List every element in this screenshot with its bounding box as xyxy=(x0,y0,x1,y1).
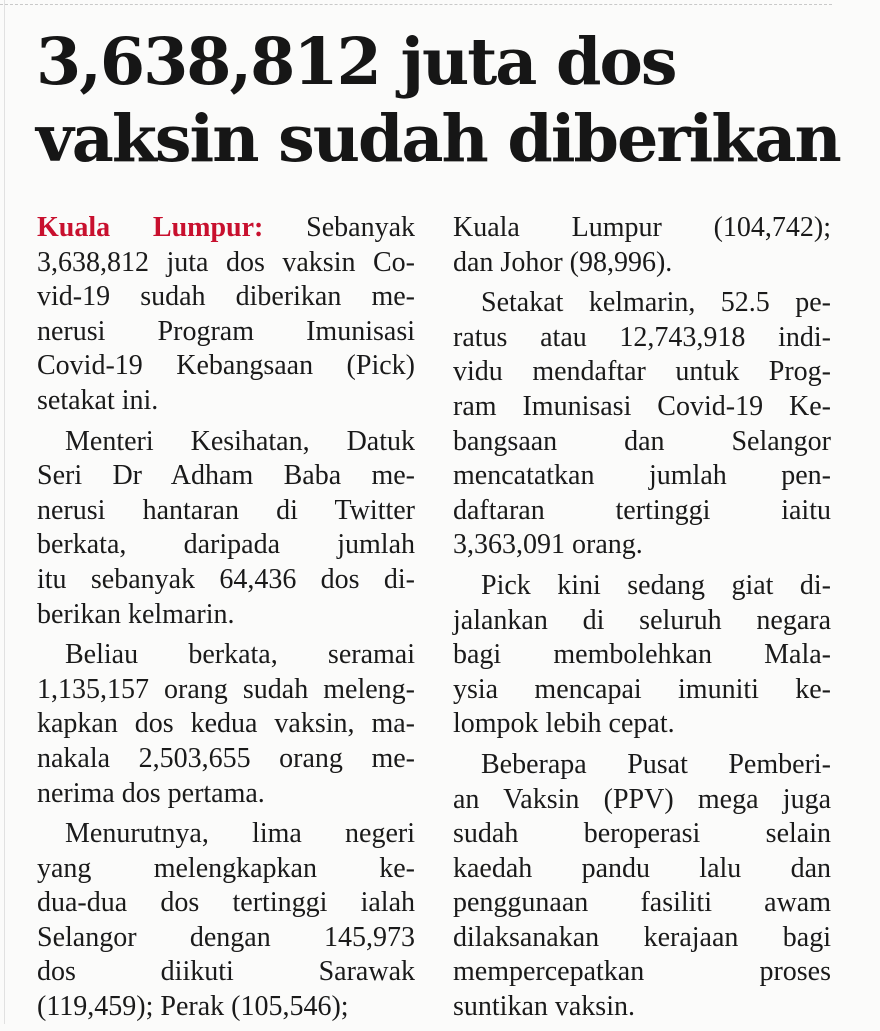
article-line: nerusi hantaran di Twitter xyxy=(37,494,415,526)
article-line: jalankan di seluruh negara xyxy=(453,604,831,636)
article-line: Beliau berkata, seramai xyxy=(65,639,415,671)
article-line xyxy=(37,211,415,246)
article-line: 3,363,091 orang. xyxy=(453,529,643,561)
article-line: Seri Dr Adham Baba me- xyxy=(37,460,415,492)
article-line: nerima dos pertama. xyxy=(37,777,265,809)
article-line: dua-dua dos tertinggi ialah xyxy=(37,887,415,919)
article-line: Menteri Kesihatan, Datuk xyxy=(65,425,415,457)
article-line: ram Imunisasi Covid-19 Ke- xyxy=(453,390,831,422)
article-line: penggunaan fasiliti awam xyxy=(453,887,831,919)
article-line: Covid-19 Kebangsaan (Pick) xyxy=(37,350,415,382)
headline-line-2: vaksin sudah diberikan xyxy=(36,101,840,177)
article-line: kaedah pandu lalu dan xyxy=(453,852,831,884)
headline xyxy=(36,24,840,178)
article-line: Selangor dengan 145,973 xyxy=(37,921,415,953)
article-text: Sebanyak xyxy=(306,212,415,243)
article-line: vid-19 sudah diberikan me- xyxy=(37,281,415,313)
article-paragraph xyxy=(37,211,415,419)
article-column-right xyxy=(453,211,831,1031)
article-line: Menurutnya, lima negeri xyxy=(65,818,415,850)
article-line: nakala 2,503,655 orang me- xyxy=(37,742,415,774)
article-line: dan Johor (98,996). xyxy=(453,246,673,278)
article-line: nerusi Program Imunisasi xyxy=(37,315,415,347)
article-line: bangsaan dan Selangor xyxy=(453,425,831,457)
article-line: berikan kelmarin. xyxy=(37,598,235,630)
article-paragraph xyxy=(37,817,415,1025)
article-column-left xyxy=(37,211,415,1031)
article-line: 3,638,812 juta dos vaksin Co- xyxy=(37,246,415,278)
article-line: 1,135,157 orang sudah meleng- xyxy=(37,673,415,705)
article-line: ratus atau 12,743,918 indi- xyxy=(453,321,831,353)
article-line: ysia mencapai imuniti ke- xyxy=(453,673,831,705)
article-paragraph xyxy=(453,286,831,563)
article-line: lompok lebih cepat. xyxy=(453,708,675,740)
top-divider xyxy=(0,4,832,6)
article-line: an Vaksin (PPV) mega juga xyxy=(453,783,831,815)
article-line: itu sebanyak 64,436 dos di- xyxy=(37,563,415,595)
article-line: mempercepatkan proses xyxy=(453,956,831,988)
article-line: suntikan vaksin. xyxy=(453,991,635,1023)
article-paragraph xyxy=(453,569,831,742)
article-line: (119,459); Perak (105,546); xyxy=(37,991,349,1023)
article-line: Pick kini sedang giat di- xyxy=(481,569,831,601)
article-line: daftaran tertinggi iaitu xyxy=(453,494,831,526)
headline-line-1: 3,638,812 juta dos xyxy=(36,24,676,100)
article-line: Beberapa Pusat Pemberi- xyxy=(481,748,831,780)
article-line: yang melengkapkan ke- xyxy=(37,852,415,884)
left-divider xyxy=(4,0,5,1024)
article-paragraph xyxy=(37,638,415,811)
article-line: dilaksanakan kerajaan bagi xyxy=(453,921,831,953)
article-line: setakat ini. xyxy=(37,384,159,416)
article-line: mencatatkan jumlah pen- xyxy=(453,460,831,492)
article-line: bagi membolehkan Mala- xyxy=(453,639,831,671)
article-paragraph xyxy=(453,211,831,280)
article-line: sudah beroperasi selain xyxy=(453,818,831,850)
article-line: Setakat kelmarin, 52.5 pe- xyxy=(481,287,831,319)
article-paragraph xyxy=(453,748,831,1025)
dateline: Kuala Lumpur: xyxy=(37,212,264,243)
article-line: dos diikuti Sarawak xyxy=(37,956,415,988)
article-line: berkata, daripada jumlah xyxy=(37,529,415,561)
article-line: vidu mendaftar untuk Prog- xyxy=(453,356,831,388)
article-line: Kuala Lumpur (104,742); xyxy=(453,212,831,243)
article-line: kapkan dos kedua vaksin, ma- xyxy=(37,708,415,740)
article-paragraph xyxy=(37,425,415,633)
